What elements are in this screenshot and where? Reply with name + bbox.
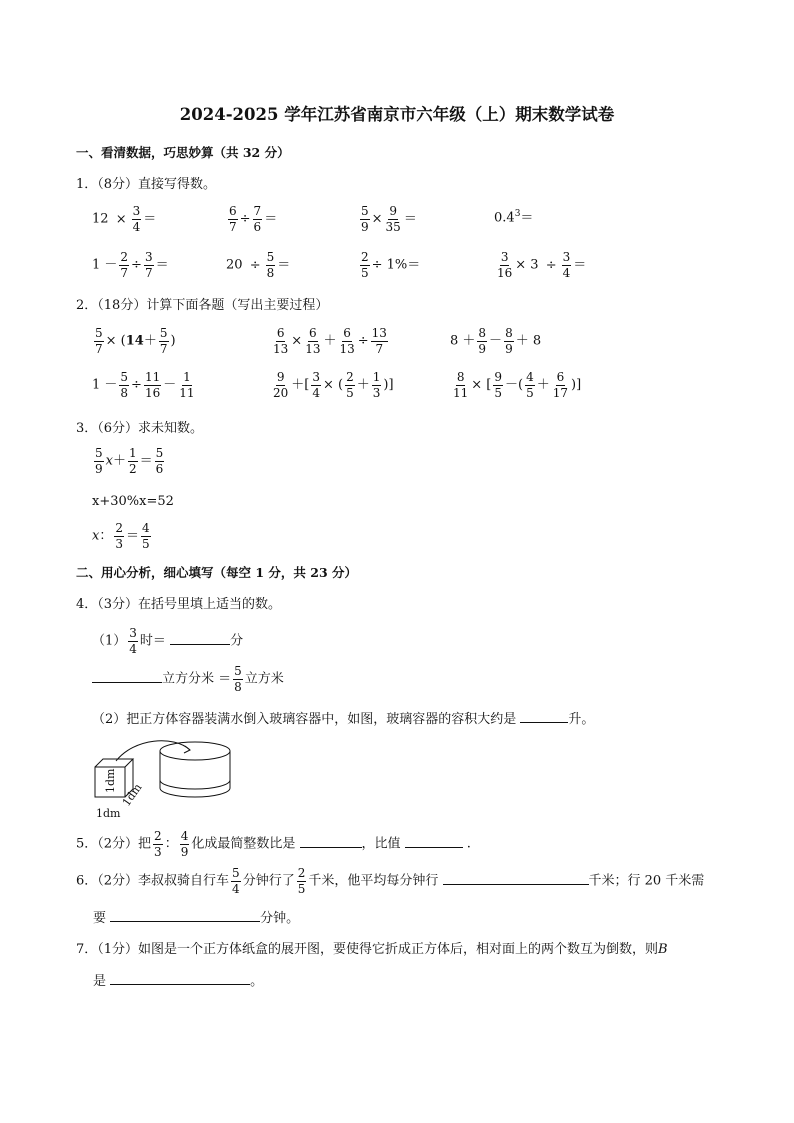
cylinder-water-line [160, 780, 230, 789]
q1-heading: 1．（8分）直接写得数。 [76, 177, 217, 192]
q4-heading: 4．（3分）在括号里填上适当的数。 [76, 597, 282, 612]
q4-part1-line1: （1） $\frac{3}{4}$ 时＝ 分 [92, 626, 244, 656]
q1-expr-2: $\frac{6}{7}$ ÷ $\frac{7}{6}$ ＝ [229, 204, 278, 234]
q2-heading: 2．（18分）计算下面各题（写出主要过程） [76, 298, 329, 313]
section-1-heading: 一、看清数据，巧思妙算（共 32 分） [76, 145, 290, 160]
q2-expr-6: $\frac{8}{11}$ × [ $\frac{9}{5}$ －( $\frac{4}{5}$ ＋ $\frac{6}{17}$ )] [453, 370, 582, 400]
q3-eq-3: x： $\frac{2}{3}$ ＝ $\frac{4}{5}$ [92, 521, 150, 551]
q3-eq-1: $\frac{5}{9}$ x＋ $\frac{1}{2}$ ＝ $\frac{5}{6}$ [95, 446, 164, 476]
q7-line1: 7．（1分）如图是一个正方体纸盒的展开图，要使得它折成正方体后，相对面上的两个数互为倒数，则B [76, 942, 668, 957]
pour-arrow-path [116, 741, 190, 761]
cube-label-bottom: 1dm [96, 807, 121, 820]
cube-label-side: 1dm [119, 781, 145, 809]
q6-line1: 6．（2分）李叔叔骑自行车 $\frac{5}{4}$ 分钟行了 $\frac{2}{5}$ 千米，他平均每分钟行 千米；行 20 千米需 [76, 866, 705, 896]
answer-blank-ratio-value[interactable] [405, 837, 463, 848]
q5: 5．（2分）把 $\frac{2}{3}$ ： $\frac{4}{9}$ 化成最简整数比是 ，比值 . [76, 829, 471, 859]
q1-expr-1: 12 × $\frac{3}{4}$ ＝ [92, 204, 157, 234]
q3-eq-2: x+30%x=52 [92, 494, 174, 509]
page-title: 2024-2025 学年江苏省南京市六年级（上）期末数学试卷 [179, 105, 615, 124]
answer-blank-cubic-dm[interactable] [92, 672, 162, 683]
answer-blank-minutes[interactable] [170, 634, 230, 645]
pour-arrow-head [184, 746, 190, 753]
answer-blank-b[interactable] [110, 974, 250, 985]
q1-expr-5: 1 － $\frac{2}{7}$ ÷ $\frac{3}{7}$ ＝ [92, 250, 169, 280]
q4-part1-line2: 立方分米 ＝ $\frac{5}{8}$ 立方米 [92, 665, 284, 693]
q3-heading: 3．（6分）求未知数。 [76, 421, 204, 436]
q4-part2: （2）把正方体容器装满水倒入玻璃容器中，如图，玻璃容器的容积大约是 升。 [92, 712, 595, 727]
q6-line2: 要 分钟。 [93, 911, 300, 926]
q2-expr-2: $\frac{6}{13}$ × $\frac{6}{13}$ ＋ $\frac{6}{13}$ ÷ $\frac{13}{7}$ [273, 326, 387, 356]
answer-blank-minutes-needed[interactable] [110, 911, 260, 922]
cube-cylinder-figure [92, 733, 242, 821]
cylinder-top [160, 742, 230, 760]
answer-blank-litres[interactable] [520, 712, 568, 723]
q7-line2: 是 。 [93, 974, 264, 989]
q1-expr-6: 20 ÷ $\frac{5}{8}$ ＝ [226, 250, 291, 280]
q1-expr-8: $\frac{3}{16}$ × 3 ÷ $\frac{3}{4}$ ＝ [497, 250, 587, 280]
q1-expr-3: $\frac{5}{9}$ × $\frac{9}{35}$ ＝ [361, 204, 417, 234]
q2-expr-3: 8 ＋ $\frac{8}{9}$ － $\frac{8}{9}$ ＋ 8 [450, 326, 542, 356]
answer-blank-km-per-minute[interactable] [443, 874, 589, 885]
q1-expr-7: $\frac{2}{5}$ ÷ 1%＝ [361, 250, 421, 280]
q1-expr-4: $0.4^3=$ [494, 209, 534, 226]
answer-blank-ratio[interactable] [300, 837, 362, 848]
cube-label-front: 1dm [104, 768, 117, 793]
q2-expr-5: $\frac{9}{20}$ ＋[ $\frac{3}{4}$ × ( $\frac{2}{5}$ ＋ $\frac{1}{3}$ )] [273, 370, 394, 400]
section-2-heading: 二、用心分析，细心填写（每空 1 分，共 23 分） [76, 565, 358, 580]
q2-expr-1: $\frac{5}{7}$ × (14＋ $\frac{5}{7}$ ) [95, 326, 176, 356]
q2-expr-4: 1 － $\frac{5}{8}$ ÷ $\frac{11}{16}$ － $\frac{1}{11}$ [92, 370, 195, 400]
q4-part1-label: （1） [92, 633, 127, 649]
cube-top-face [95, 759, 133, 767]
